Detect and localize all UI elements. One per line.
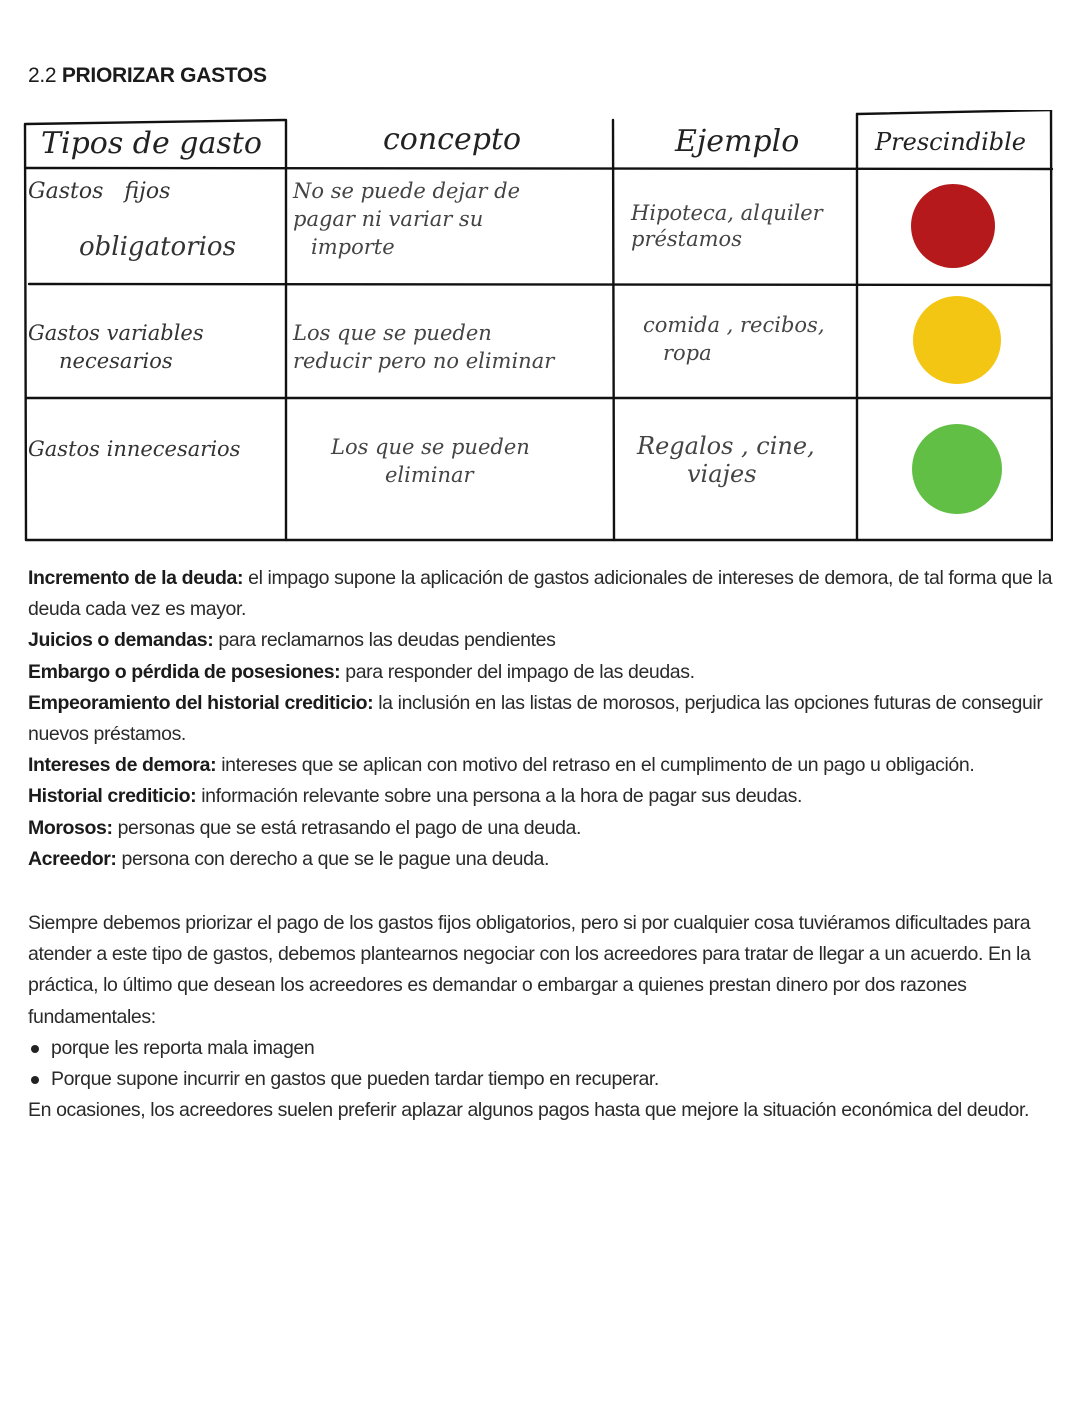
row1-ejemplo-line1: Hipoteca, alquiler [631, 201, 823, 225]
header-tipos-de-gasto: Tipos de gasto [41, 126, 262, 161]
row3-ejemplo-line2: viajes [687, 460, 757, 488]
list-item: porque les reporta mala imagen [28, 1033, 1058, 1064]
status-dot-yellow [913, 296, 1001, 384]
negotiation-paragraph [28, 908, 1058, 1126]
definition-item [28, 813, 1058, 844]
header-concepto: concepto [383, 122, 522, 157]
definition-term: Intereses de demora: [28, 754, 217, 777]
row3-tipo-line1: Gastos innecesarios [28, 437, 241, 461]
row2-concepto-line1: Los que se pueden [293, 321, 492, 345]
definition-item [28, 844, 1058, 875]
row2-ejemplo-line2: ropa [663, 341, 712, 365]
row1-concepto-line2: pagar ni variar su [293, 207, 484, 231]
row2-tipo-line1: Gastos variables [28, 321, 204, 345]
definition-text: información relevante sobre una persona a la hora de pagar sus deudas. [196, 785, 802, 808]
definition-term: Empeoramiento del historial crediticio: [28, 691, 374, 714]
status-dot-green [912, 424, 1002, 514]
row2-tipo-line2: necesarios [59, 349, 173, 373]
definition-text: la inclusión en las listas de morosos, perjudica las opciones futuras de conseguir nuevos préstamos. [28, 691, 1043, 746]
definition-item [28, 781, 1058, 812]
list-item: Porque supone incurrir en gastos que pueden tardar tiempo en recuperar. [28, 1064, 1058, 1095]
definition-item [28, 657, 1058, 688]
definition-term: Juicios o demandas: [28, 629, 214, 652]
row3-ejemplo-line1: Regalos , cine, [637, 432, 815, 460]
status-dot-red [911, 184, 995, 268]
paragraph-intro: Siempre debemos priorizar el pago de los gastos fijos obligatorios, pero si por cualquier cosa tuviéramos dificultades para atender a este tipo de gastos, debemos plantearnos negociar con los acreedores para tratar de llegar a un acuerdo. En la práctica, lo último que desean los acreedores es demandar o embargar a quienes prestan dinero por dos razones fundamentales: [28, 912, 1031, 1028]
section-title [28, 64, 267, 88]
section-heading: PRIORIZAR GASTOS [61, 64, 267, 87]
definition-text: personas que se está retrasando el pago de una deuda. [112, 816, 581, 839]
definition-term: Morosos: [28, 816, 113, 839]
definition-text: intereses que se aplican con motivo del retraso en el cumplimento de un pago u obligación. [216, 754, 975, 777]
expense-priority-table [23, 110, 1053, 542]
paragraph-closing: En ocasiones, los acreedores suelen preferir aplazar algunos pagos hasta que mejore la situación económica del deudor. [28, 1099, 1030, 1122]
section-number: 2.2 [28, 64, 57, 87]
definition-item [28, 688, 1058, 750]
row1-concepto-line3: importe [311, 235, 395, 259]
header-prescindible: Prescindible [875, 128, 1026, 156]
row3-concepto-line1: Los que se pueden [331, 435, 530, 459]
definition-text: para reclamarnos las deudas pendientes [213, 629, 556, 652]
row2-concepto-line2: reducir pero no eliminar [293, 349, 555, 373]
definition-item [28, 750, 1058, 781]
reasons-list [28, 1033, 1058, 1095]
header-ejemplo: Ejemplo [675, 124, 800, 159]
definition-text: persona con derecho a que se le pague una deuda. [116, 847, 550, 870]
definition-text: el impago supone la aplicación de gastos adicionales de intereses de demora, de tal forma que la deuda cada vez es mayor. [28, 567, 1053, 621]
row3-concepto-line2: eliminar [385, 463, 474, 487]
row1-tipo-line2: obligatorios [79, 232, 236, 262]
definition-term: Historial crediticio: [28, 785, 197, 808]
definition-term: Embargo o pérdida de posesiones: [28, 660, 341, 683]
definitions-block [28, 563, 1058, 875]
definition-item [28, 563, 1058, 625]
definition-item [28, 625, 1058, 656]
definition-text: para responder del impago de las deudas. [340, 660, 695, 683]
row1-concepto-line1: No se puede dejar de [293, 179, 521, 203]
row2-ejemplo-line1: comida , recibos, [643, 313, 825, 337]
definition-term: Incremento de la deuda: [28, 567, 244, 589]
definition-term: Acreedor: [28, 847, 117, 870]
row1-ejemplo-line2: préstamos [631, 227, 742, 251]
row1-tipo-line1: Gastos fijos [28, 179, 171, 204]
